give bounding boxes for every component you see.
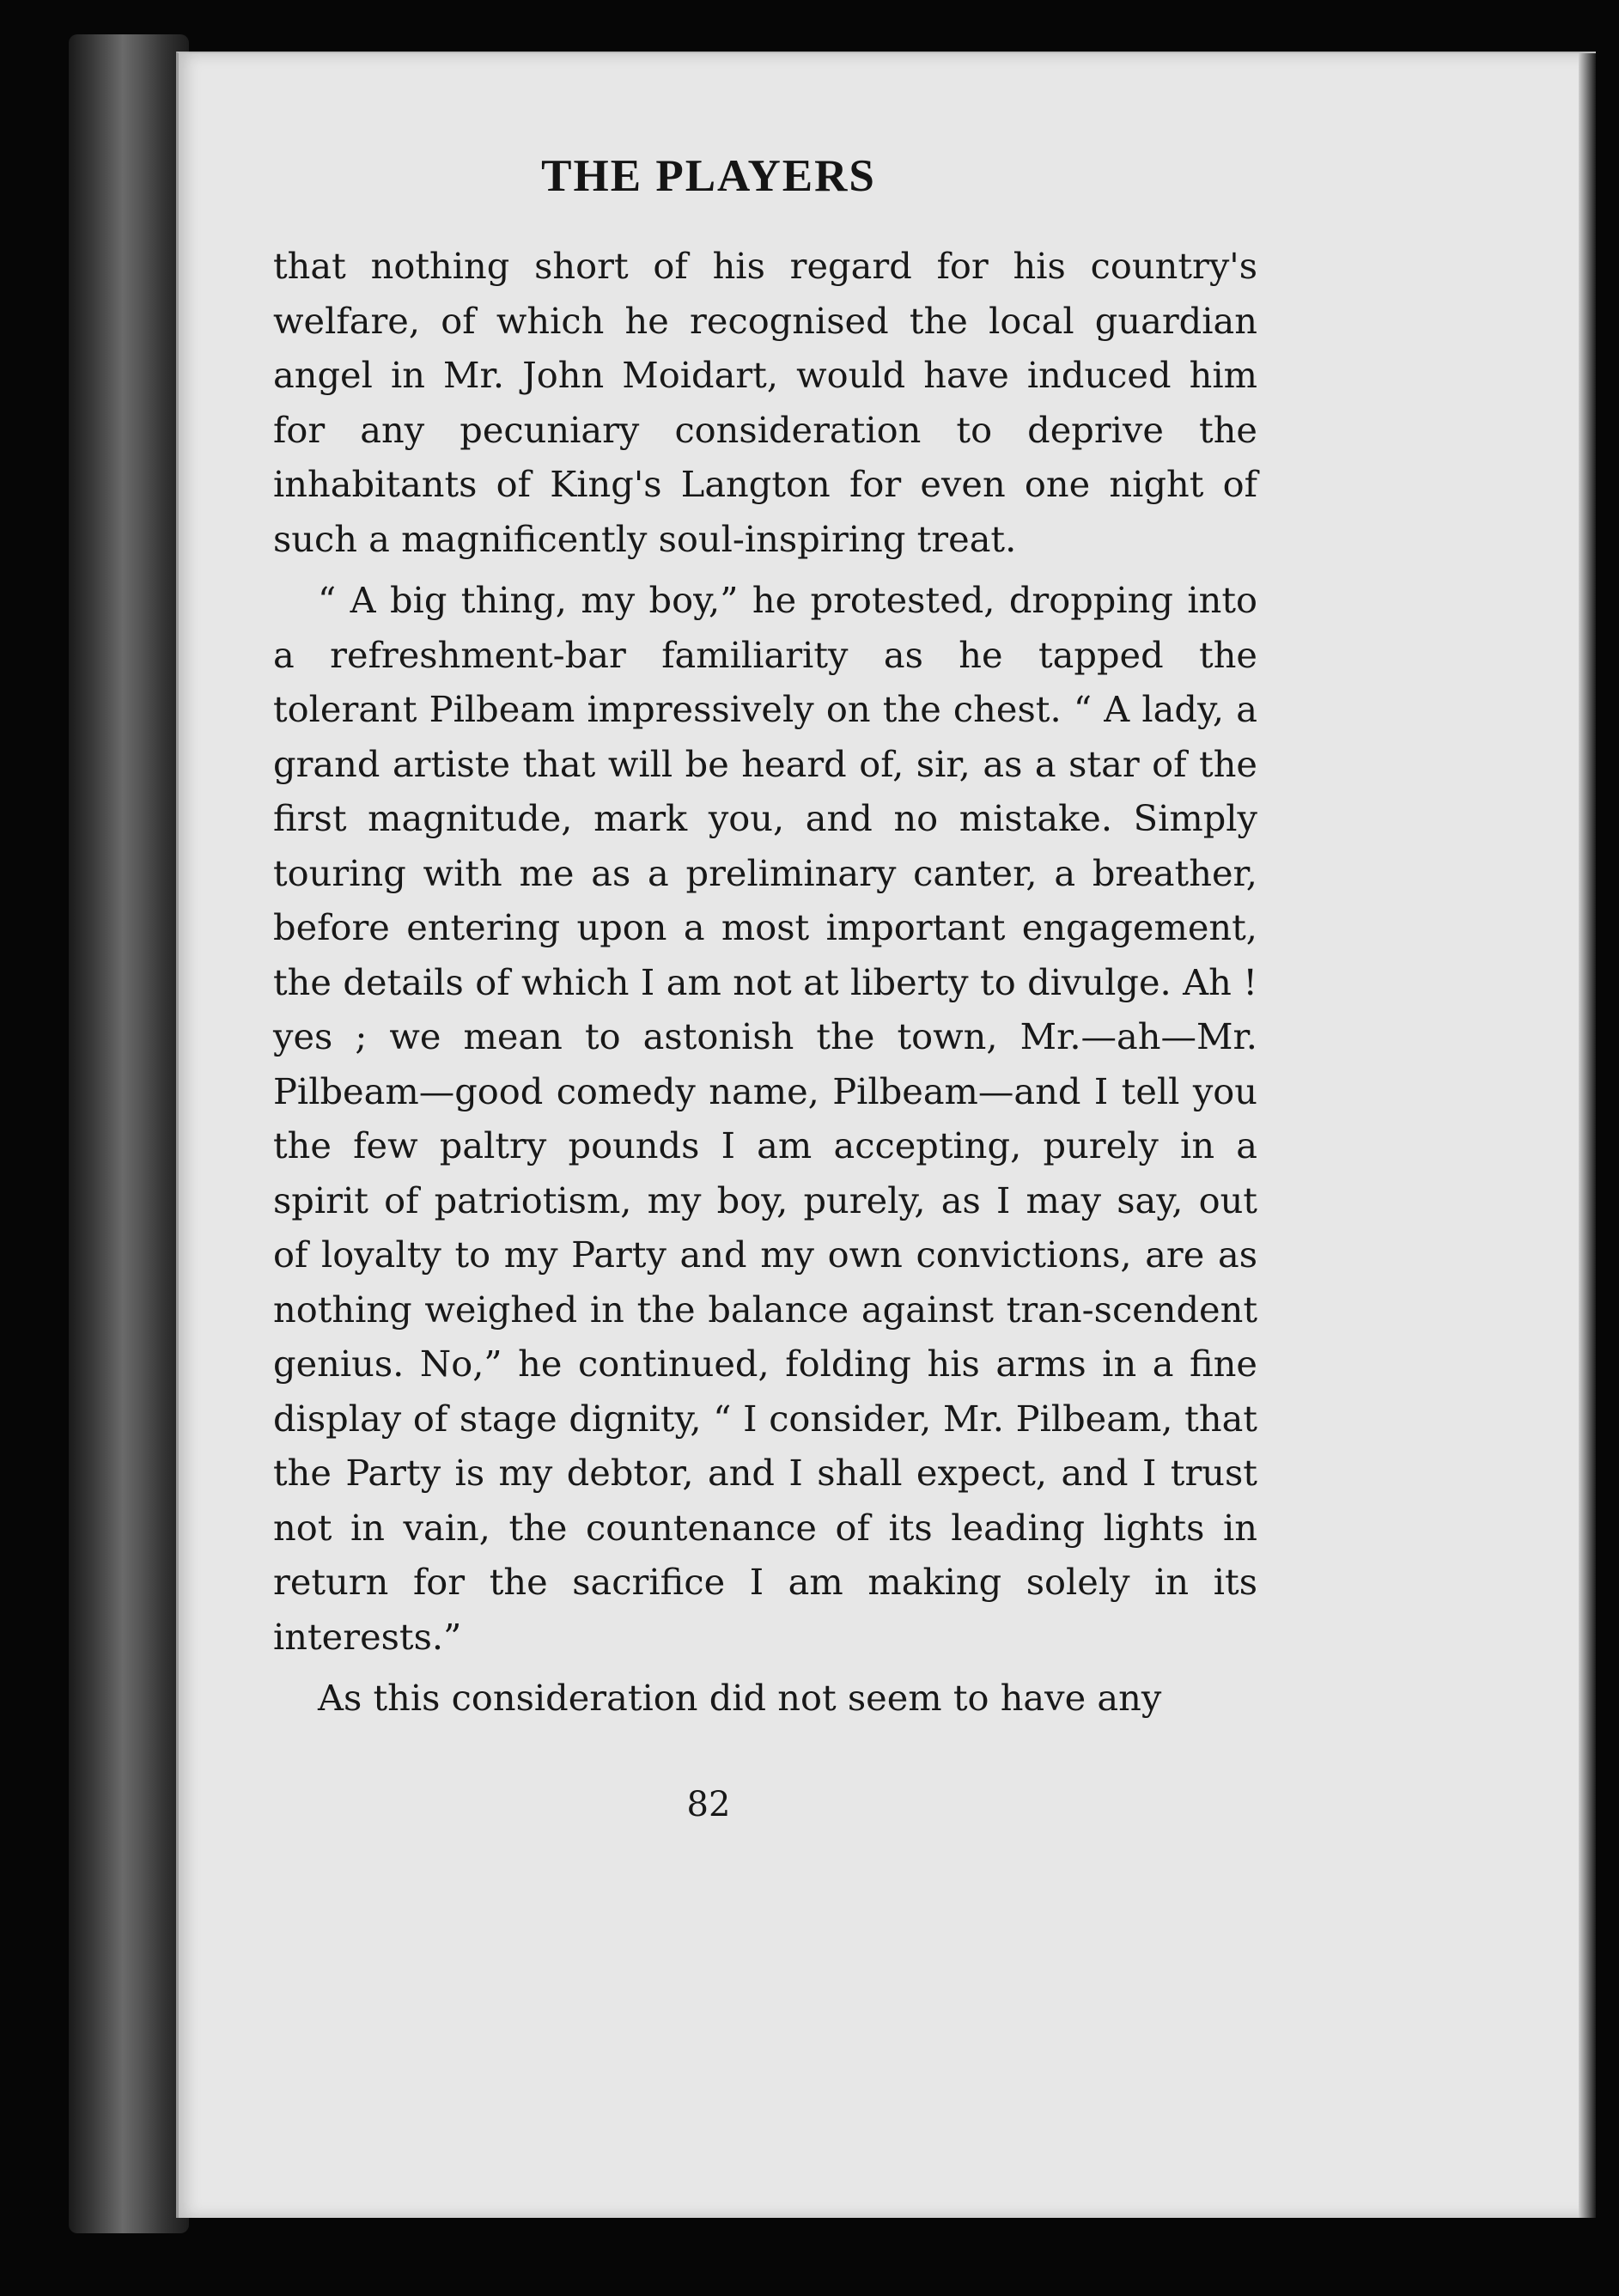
paragraph-final: As this consideration did not seem to have any [318,1677,1162,1719]
page-number: 82 [686,1785,731,1824]
page-edge-shadow [1579,53,1596,2218]
paragraph-dialogue: “ A big thing, my boy,” he protested, dropping into a refreshment-bar familiarity as he tapped the tolerant Pilbeam impressively on the chest. “ A lady, a grand artiste that will be heard of, sir, as a star of the first magnitude, mark you, and no mistake. Simply touring with me as a preliminary canter, a breather, before entering upon a most important engagement, the details of which I am not at liberty to divulge. Ah ! yes ; we mean to astonish the town, Mr.—ah—Mr. Pilbeam—good comedy name, Pilbeam—and I tell you the few paltry pounds I am accepting, purely in a spirit of patriotism, my boy, purely, as I may say, out of loyalty to my Party and my own convictions, are as nothing weighed in the balance against tran-scendent genius. No,” he continued, folding his arms in a fine display of stage dignity, “ I consider, Mr. Pilbeam, that the Party is my debtor, and I shall expect, and I trust not in vain, the countenance of its leading lights in return for the sacrifice I am making solely in its interests.” [273,579,1257,1658]
book-spine [69,34,189,2233]
body-text [273,239,1257,1726]
paragraph-continuation: that nothing short of his regard for his country's welfare, of which he recognised the local guardian angel in Mr. John Moidart, would have induced him for any pecuniary consideration to deprive the inhabitants of King's Langton for even one night of such a magnificently soul-inspiring treat. [273,245,1257,560]
running-head: THE PLAYERS [541,151,876,201]
